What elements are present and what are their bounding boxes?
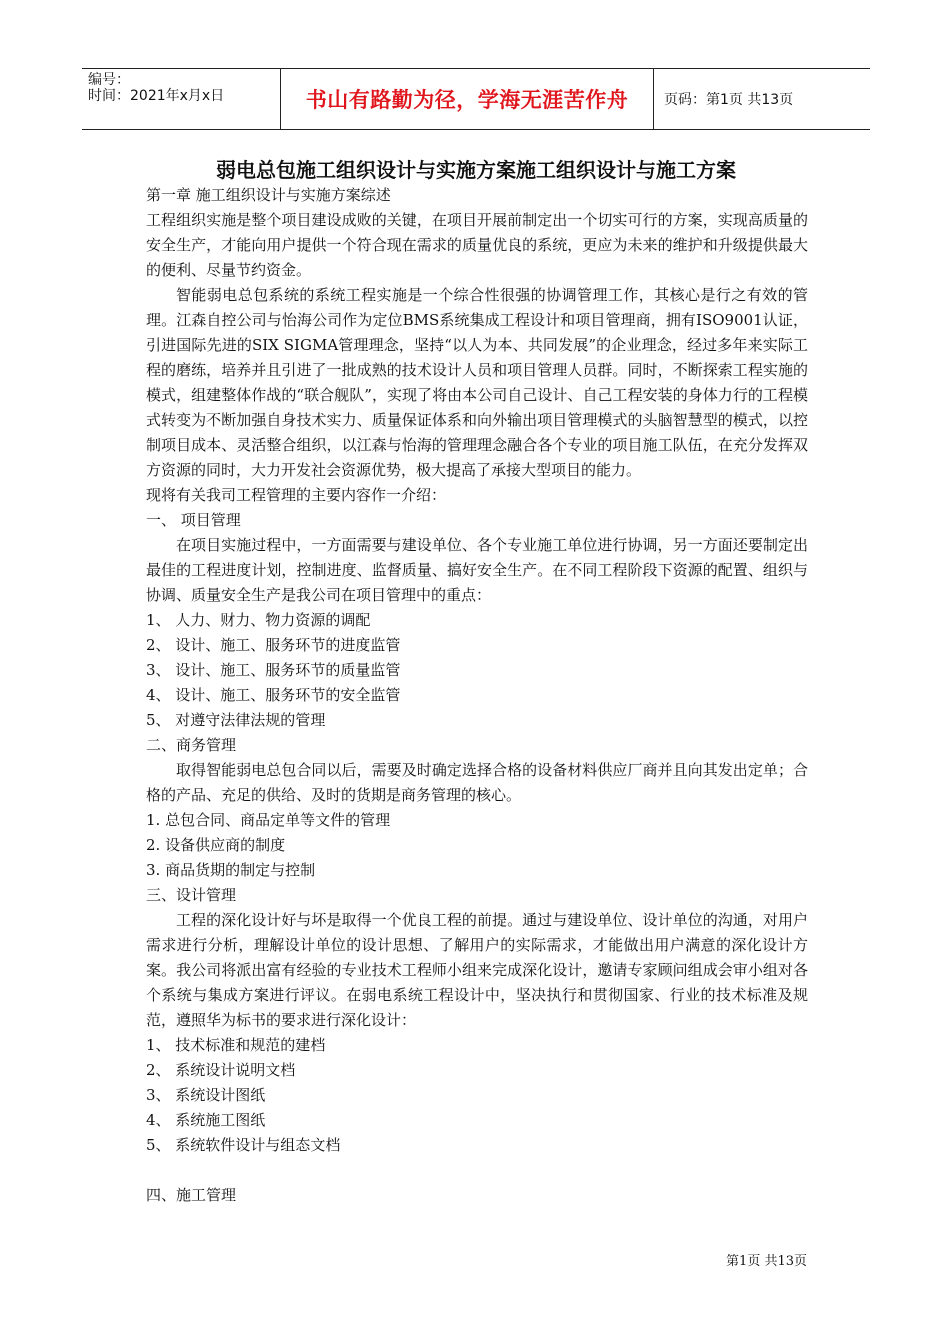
paragraph: 取得智能弱电总包合同以后，需要及时确定选择合格的设备材料供应厂商并且向其发出定单；合格的产品、充足的供给、及时的货期是商务管理的核心。 <box>146 761 808 804</box>
paragraph: 2、 系统设计说明文档 <box>146 1061 296 1079</box>
header-motto: 书山有路勤为径，学海无涯苦作舟 <box>280 69 654 129</box>
page-footer: 第1页 共13页 <box>726 1254 807 1269</box>
header-meta <box>82 69 280 129</box>
paragraph <box>146 1158 808 1183</box>
paragraph: 4、 系统施工图纸 <box>146 1111 266 1129</box>
paragraph: 2. 设备供应商的制度 <box>146 836 286 854</box>
paragraph: 三、设计管理 <box>146 886 237 904</box>
paragraph: 工程组织实施是整个项目建设成败的关键，在项目开展前制定出一个切实可行的方案，实现高质量的安全生产，才能向用户提供一个符合现在需求的质量优良的系统，更应为未来的维护和升级提供最大的便利、尽量节约资金。 <box>146 211 808 279</box>
paragraph: 3、 设计、施工、服务环节的质量监管 <box>146 661 401 679</box>
document-body <box>146 183 808 1208</box>
paragraph: 现将有关我司工程管理的主要内容作一介绍： <box>146 486 447 504</box>
paragraph: 2、 设计、施工、服务环节的进度监管 <box>146 636 401 654</box>
paragraph: 1、 技术标准和规范的建档 <box>146 1036 326 1054</box>
paragraph: 1. 总包合同、商品定单等文件的管理 <box>146 811 391 829</box>
paragraph: 5、 对遵守法律法规的管理 <box>146 711 326 729</box>
paragraph: 3. 商品货期的制定与控制 <box>146 861 316 879</box>
paragraph: 在项目实施过程中，一方面需要与建设单位、各个专业施工单位进行协调，另一方面还要制定出最佳的工程进度计划，控制进度、监督质量、搞好安全生产。在不同工程阶段下资源的配置、组织与协调、质量安全生产是我公司在项目管理中的重点： <box>146 536 808 604</box>
paragraph: 四、施工管理 <box>146 1186 237 1204</box>
paragraph: 二、商务管理 <box>146 736 237 754</box>
header-page-info: 页码：第1页 共13页 <box>664 92 794 108</box>
code-label: 编号： <box>88 72 130 88</box>
paragraph: 工程的深化设计好与坏是取得一个优良工程的前提。通过与建设单位、设计单位的沟通，对用户需求进行分析，理解设计单位的设计思想、了解用户的实际需求，才能做出用户满意的深化设计方案。我公司将派出富有经验的专业技术工程师小组来完成深化设计，邀请专家顾问组成会审小组对各个系统与集成方案进行评议。在弱电系统工程设计中，坚决执行和贯彻国家、行业的技术标准及规范，遵照华为标书的要求进行深化设计： <box>146 911 808 1029</box>
paragraph: 一、 项目管理 <box>146 511 241 529</box>
paragraph: 智能弱电总包系统的系统工程实施是一个综合性很强的协调管理工作，其核心是行之有效的管理。江森自控公司与怡海公司作为定位BMS系统集成工程设计和项目管理商，拥有ISO9001认证，引进国际先进的SIX SIGMA管理理念，坚持“以人为本、共同发展”的企业理念，经过多年来实际工程的磨练，培养并且引进了一批成熟的技术设计人员和项目管理人员群。同时，不断探索工程实施的模式，组建整体作战的“联合舰队”，实现了将由本公司自己设计、自己工程安装的身体力行的工程模式转变为不断加强自身技术实力、质量保证体系和向外输出项目管理模式的头脑智慧型的模式，以控制项目成本、灵活整合组织，以江森与怡海的管理理念融合各个专业的项目施工队伍，在充分发挥双方资源的同时，大力开发社会资源优势，极大提高了承接大型项目的能力。 <box>146 286 808 479</box>
document-title: 弱电总包施工组织设计与实施方案施工组织设计与施工方案 <box>216 158 736 182</box>
paragraph: 5、 系统软件设计与组态文档 <box>146 1136 341 1154</box>
paragraph: 4、 设计、施工、服务环节的安全监管 <box>146 686 401 704</box>
paragraph: 1、 人力、财力、物力资源的调配 <box>146 611 371 629</box>
page-header <box>82 68 870 130</box>
time-label: 时间：2021年x月x日 <box>88 88 225 104</box>
paragraph: 第一章 施工组织设计与实施方案综述 <box>146 186 391 204</box>
paragraph: 3、 系统设计图纸 <box>146 1086 266 1104</box>
